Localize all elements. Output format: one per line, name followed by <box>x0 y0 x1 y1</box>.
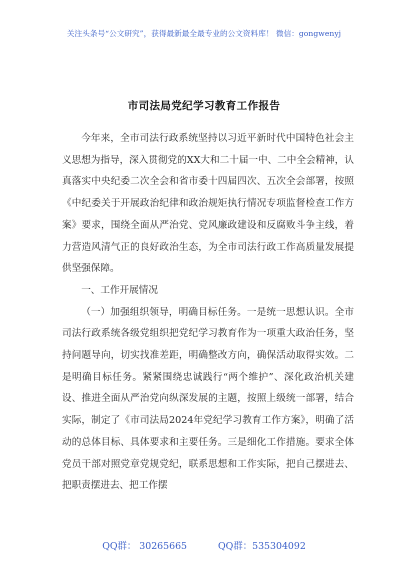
document-title: 市司法局党纪学习教育工作报告 <box>127 100 281 112</box>
subsection-paragraph: （一）加强组织领导，明确目标任务。一是统一思想认识。全市司法行政系统各级党组织把党纪学习教育作为一项重大政治任务，坚持问题导向，切实找准差距，明确整改方向，确保活动取得实效。二是明确目标任务。紧紧围绕忠诚践行“两个维护”、深化政治机关建设、推进全面从严治党向纵深发展的主题，按照上级统一部署，结合实际，制定了《市司法局2024年党纪学习教育工作方案》，明确了活动的总体目标、具体要求和主要任务。三是细化工作措施。要求全体党员干部对照党章党规党纪，联系思想和工作实际，把自己摆进去、把职责摆进去、把工作摆 <box>62 306 354 492</box>
section-heading: 一、工作开展情况 <box>81 284 158 296</box>
qq-group-2: QQ群：535304092 <box>218 541 306 552</box>
document-body <box>62 128 354 497</box>
footer-qq-groups <box>0 538 408 552</box>
header-banner: 关注头条号“公文研究”，获得最新最全最专业的公文资料库！ 微信：gongwenyj <box>66 29 342 38</box>
intro-paragraph: 今年来，全市司法行政系统坚持以习近平新时代中国特色社会主义思想为指导，深入贯彻党的XX大和二十届一中、二中全会精神，认真落实中央纪委二次全会和省市委十四届四次、五次全会部署，按照《中纪委关于开展政治纪律和政治规矩执行情况专项监督检查工作方案》要求，围绕全面从严治党、党风廉政建设和反腐败斗争主线，着力营造风清气正的良好政治生态，为全市司法行政工作高质量发展提供坚强保障。 <box>62 133 354 275</box>
qq-group-1: QQ群： 30265665 <box>102 541 188 552</box>
